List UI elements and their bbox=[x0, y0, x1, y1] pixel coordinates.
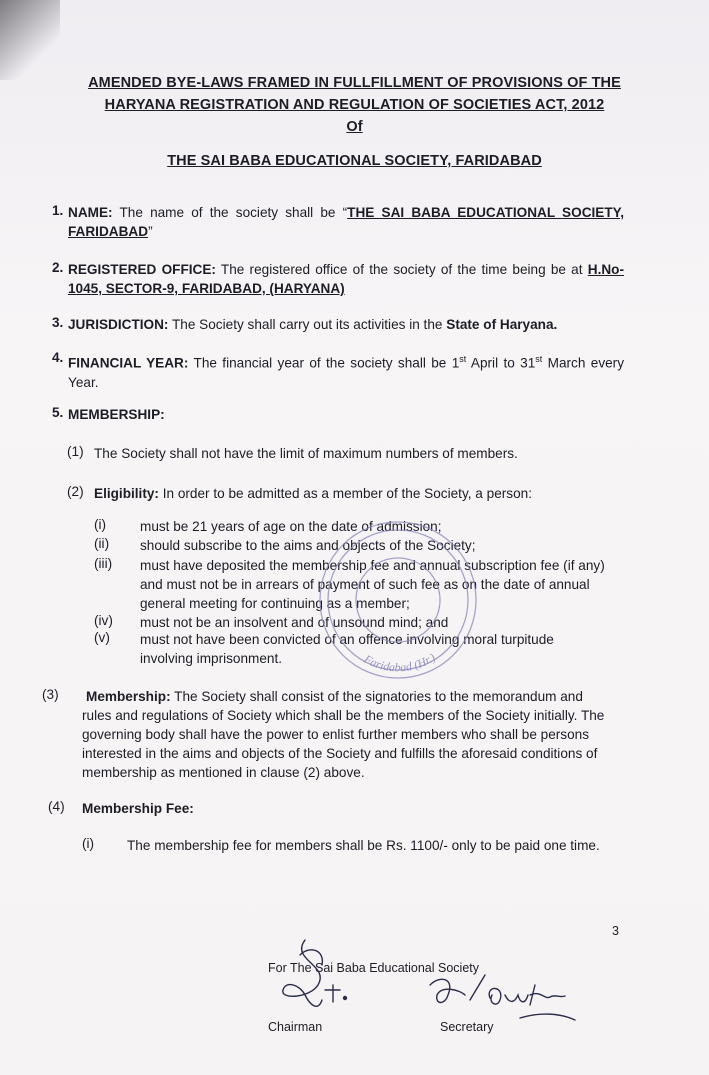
clause-label: Membership: bbox=[86, 689, 171, 704]
clause-text: The financial year of the society shall be 1 bbox=[193, 355, 460, 371]
clause-label: Membership Fee: bbox=[82, 801, 194, 816]
eligibility-item-cont: and must not be in arrears of payment of such fee as on the date of annual bbox=[140, 577, 590, 592]
secretary-label: Secretary bbox=[440, 1020, 494, 1034]
state-name: State of Haryana. bbox=[446, 317, 558, 332]
sub-clause-text: The Society shall not have the limit of maximum numbers of members. bbox=[94, 446, 518, 461]
sub-clause-number: (2) bbox=[67, 484, 84, 499]
clause-label: MEMBERSHIP: bbox=[68, 407, 165, 422]
sub-clause-number: (4) bbox=[48, 799, 65, 814]
membership-clause-line: membership as mentioned in clause (2) above. bbox=[82, 765, 365, 780]
office-address: H.No-1045, SECTOR-9, FARIDABAD, (HARYANA) bbox=[68, 262, 624, 296]
society-name: THE SAI BABA EDUCATIONAL SOCIETY, FARIDABAD bbox=[68, 205, 625, 239]
item-number: (i) bbox=[94, 517, 107, 532]
sub-clause-number: (1) bbox=[67, 444, 84, 459]
eligibility-item: must be 21 years of age on the date of admission; bbox=[140, 519, 442, 534]
clause-text: The Society shall consist of the signatories to the memorandum and bbox=[174, 689, 583, 704]
item-number: (ii) bbox=[94, 536, 110, 551]
heading-line-1: AMENDED BYE-LAWS FRAMED IN FULLFILLMENT OF PROVISIONS OF THE bbox=[88, 75, 621, 91]
ordinal-suffix: st bbox=[535, 354, 543, 364]
clause-number: 3. bbox=[52, 315, 64, 330]
clause-label: REGISTERED OFFICE: bbox=[68, 262, 216, 277]
heading-society-name: THE SAI BABA EDUCATIONAL SOCIETY, FARIDABAD bbox=[167, 153, 542, 169]
heading-line-2: HARYANA REGISTRATION AND REGULATION OF SOCIETIES ACT, 2012 bbox=[104, 97, 605, 113]
clause-label: JURISDICTION: bbox=[68, 317, 169, 332]
heading-of: Of bbox=[346, 119, 363, 135]
item-number: (v) bbox=[94, 630, 110, 645]
item-number: (iii) bbox=[94, 556, 113, 571]
clause-label: NAME: bbox=[68, 205, 113, 220]
clause-text: The registered office of the society of the time being be at bbox=[220, 262, 583, 277]
clause-number: 1. bbox=[52, 203, 64, 218]
stamp-text: Faridabad (Hr.) bbox=[361, 650, 438, 675]
clause-number: 5. bbox=[52, 405, 64, 420]
membership-clause-line: rules and regulations of Society which shall be the members of the Society initially. The bbox=[82, 708, 605, 723]
clause-label: Eligibility: bbox=[94, 486, 159, 501]
clause-text: The name of the society shall be “ bbox=[119, 205, 348, 220]
clause-number: 2. bbox=[52, 260, 64, 275]
membership-clause-line: interested in the aims and objects of the Society and fulfills the aforesaid conditions of bbox=[82, 746, 598, 761]
page-number: 3 bbox=[612, 924, 619, 938]
clause-text: In order to be admitted as a member of the Society, a person: bbox=[162, 486, 532, 501]
clause-text: April to 31 bbox=[466, 355, 536, 371]
secretary-signature bbox=[430, 975, 575, 1020]
sub-clause-number: (3) bbox=[42, 687, 59, 702]
chairman-label: Chairman bbox=[268, 1020, 323, 1034]
eligibility-item-cont: involving imprisonment. bbox=[140, 651, 283, 666]
item-number: (iv) bbox=[94, 613, 113, 628]
eligibility-item: must not be an insolvent and of unsound mind; and bbox=[140, 615, 449, 630]
eligibility-item: must have deposited the membership fee and annual subscription fee (if any) bbox=[140, 558, 605, 573]
clause-number: 4. bbox=[52, 350, 64, 365]
signature-block-title: For The Sai Baba Educational Society bbox=[268, 961, 480, 975]
eligibility-item: should subscribe to the aims and objects of the Society; bbox=[140, 538, 476, 553]
eligibility-item: must not have been convicted of an offence involving moral turpitude bbox=[140, 632, 554, 647]
quote-end: ” bbox=[148, 224, 153, 239]
eligibility-item-cont: general meeting for continuing as a member; bbox=[140, 596, 410, 611]
item-number: (i) bbox=[82, 836, 95, 851]
clause-text: March every Year. bbox=[68, 355, 624, 390]
clause-text: The Society shall carry out its activities in the bbox=[171, 317, 443, 332]
membership-clause-line: governing body shall have the power to enlist further members who shall be persons bbox=[82, 727, 590, 742]
ordinal-suffix: st bbox=[459, 354, 467, 364]
society-stamp bbox=[320, 522, 476, 678]
clause-label: FINANCIAL YEAR: bbox=[68, 355, 189, 371]
chairman-signature bbox=[283, 940, 347, 1006]
fee-text: The membership fee for members shall be Rs. 1100/- only to be paid one time. bbox=[127, 838, 600, 853]
